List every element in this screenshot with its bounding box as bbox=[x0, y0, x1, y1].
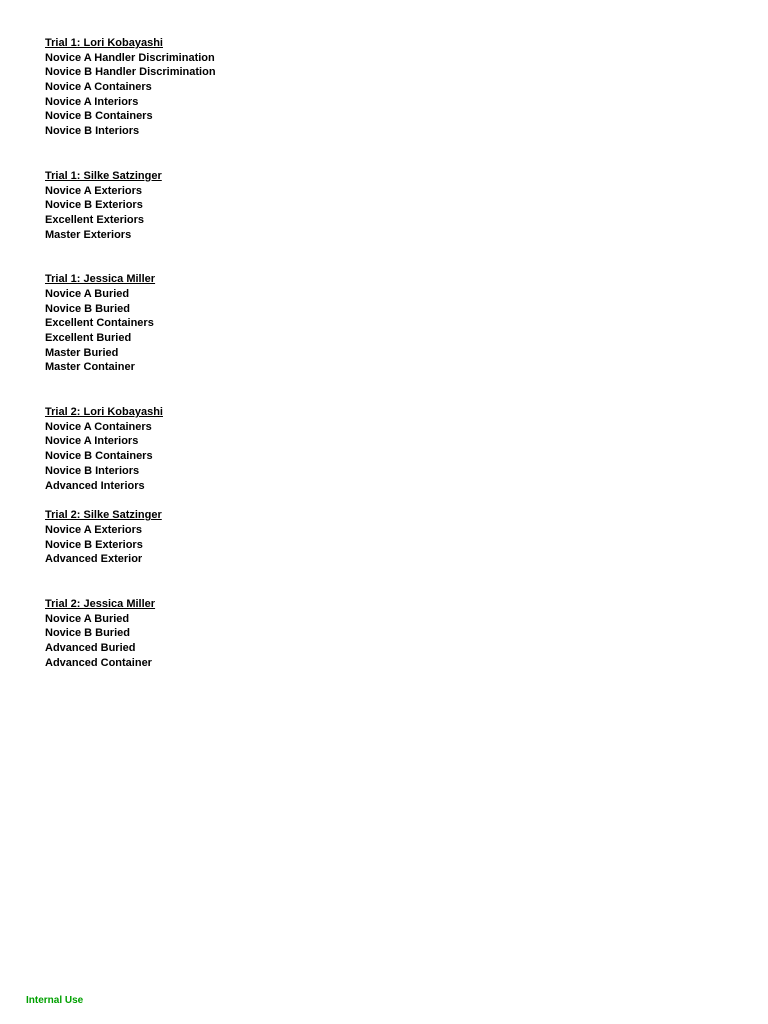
class-item: Novice B Containers bbox=[45, 450, 153, 463]
section-title: Trial 1: Jessica Miller bbox=[45, 273, 156, 286]
class-item: Novice A Exteriors bbox=[45, 184, 143, 197]
trial-section bbox=[45, 36, 445, 139]
class-item: Novice A Interiors bbox=[45, 95, 139, 108]
section-title: Trial 2: Lori Kobayashi bbox=[45, 406, 163, 419]
class-item: Novice B Exteriors bbox=[45, 538, 143, 551]
trial-section bbox=[45, 597, 445, 670]
class-item: Novice A Interiors bbox=[45, 435, 139, 448]
class-item: Excellent Buried bbox=[45, 332, 132, 344]
class-item: Novice A Exteriors bbox=[45, 523, 143, 536]
class-item: Master Container bbox=[45, 361, 135, 374]
trial-section bbox=[45, 169, 445, 242]
class-item: Novice B Containers bbox=[45, 110, 153, 123]
class-item: Novice A Containers bbox=[45, 420, 152, 433]
class-item: Novice B Buried bbox=[45, 627, 130, 640]
section-title: Trial 1: Silke Satzinger bbox=[45, 169, 162, 182]
class-item: Novice A Buried bbox=[45, 612, 130, 625]
class-item: Novice B Exteriors bbox=[45, 199, 143, 212]
class-item: Master Buried bbox=[45, 346, 119, 359]
class-item: Master Exteriors bbox=[45, 228, 132, 241]
class-item: Advanced Interiors bbox=[45, 479, 145, 492]
class-item: Novice A Containers bbox=[45, 81, 152, 94]
class-item: Novice A Handler Discrimination bbox=[45, 51, 215, 64]
trial-section bbox=[45, 272, 445, 375]
class-item: Novice B Buried bbox=[45, 302, 130, 315]
document-body bbox=[45, 36, 445, 670]
class-item: Novice B Handler Discrimination bbox=[45, 66, 216, 79]
class-item: Novice B Interiors bbox=[45, 125, 140, 138]
section-title: Trial 1: Lori Kobayashi bbox=[45, 37, 163, 49]
trial-section bbox=[45, 508, 445, 567]
class-item: Novice B Interiors bbox=[45, 464, 140, 477]
class-item: Novice A Buried bbox=[45, 287, 130, 300]
section-title: Trial 2: Silke Satzinger bbox=[45, 509, 162, 522]
class-item: Excellent Exteriors bbox=[45, 213, 145, 226]
trial-section bbox=[45, 405, 445, 493]
class-item: Advanced Container bbox=[45, 656, 152, 669]
class-item: Advanced Buried bbox=[45, 642, 136, 654]
internal-use-label: Internal Use bbox=[26, 995, 84, 1006]
class-item: Excellent Containers bbox=[45, 317, 154, 330]
class-item: Advanced Exterior bbox=[45, 553, 143, 566]
section-title: Trial 2: Jessica Miller bbox=[45, 597, 156, 610]
